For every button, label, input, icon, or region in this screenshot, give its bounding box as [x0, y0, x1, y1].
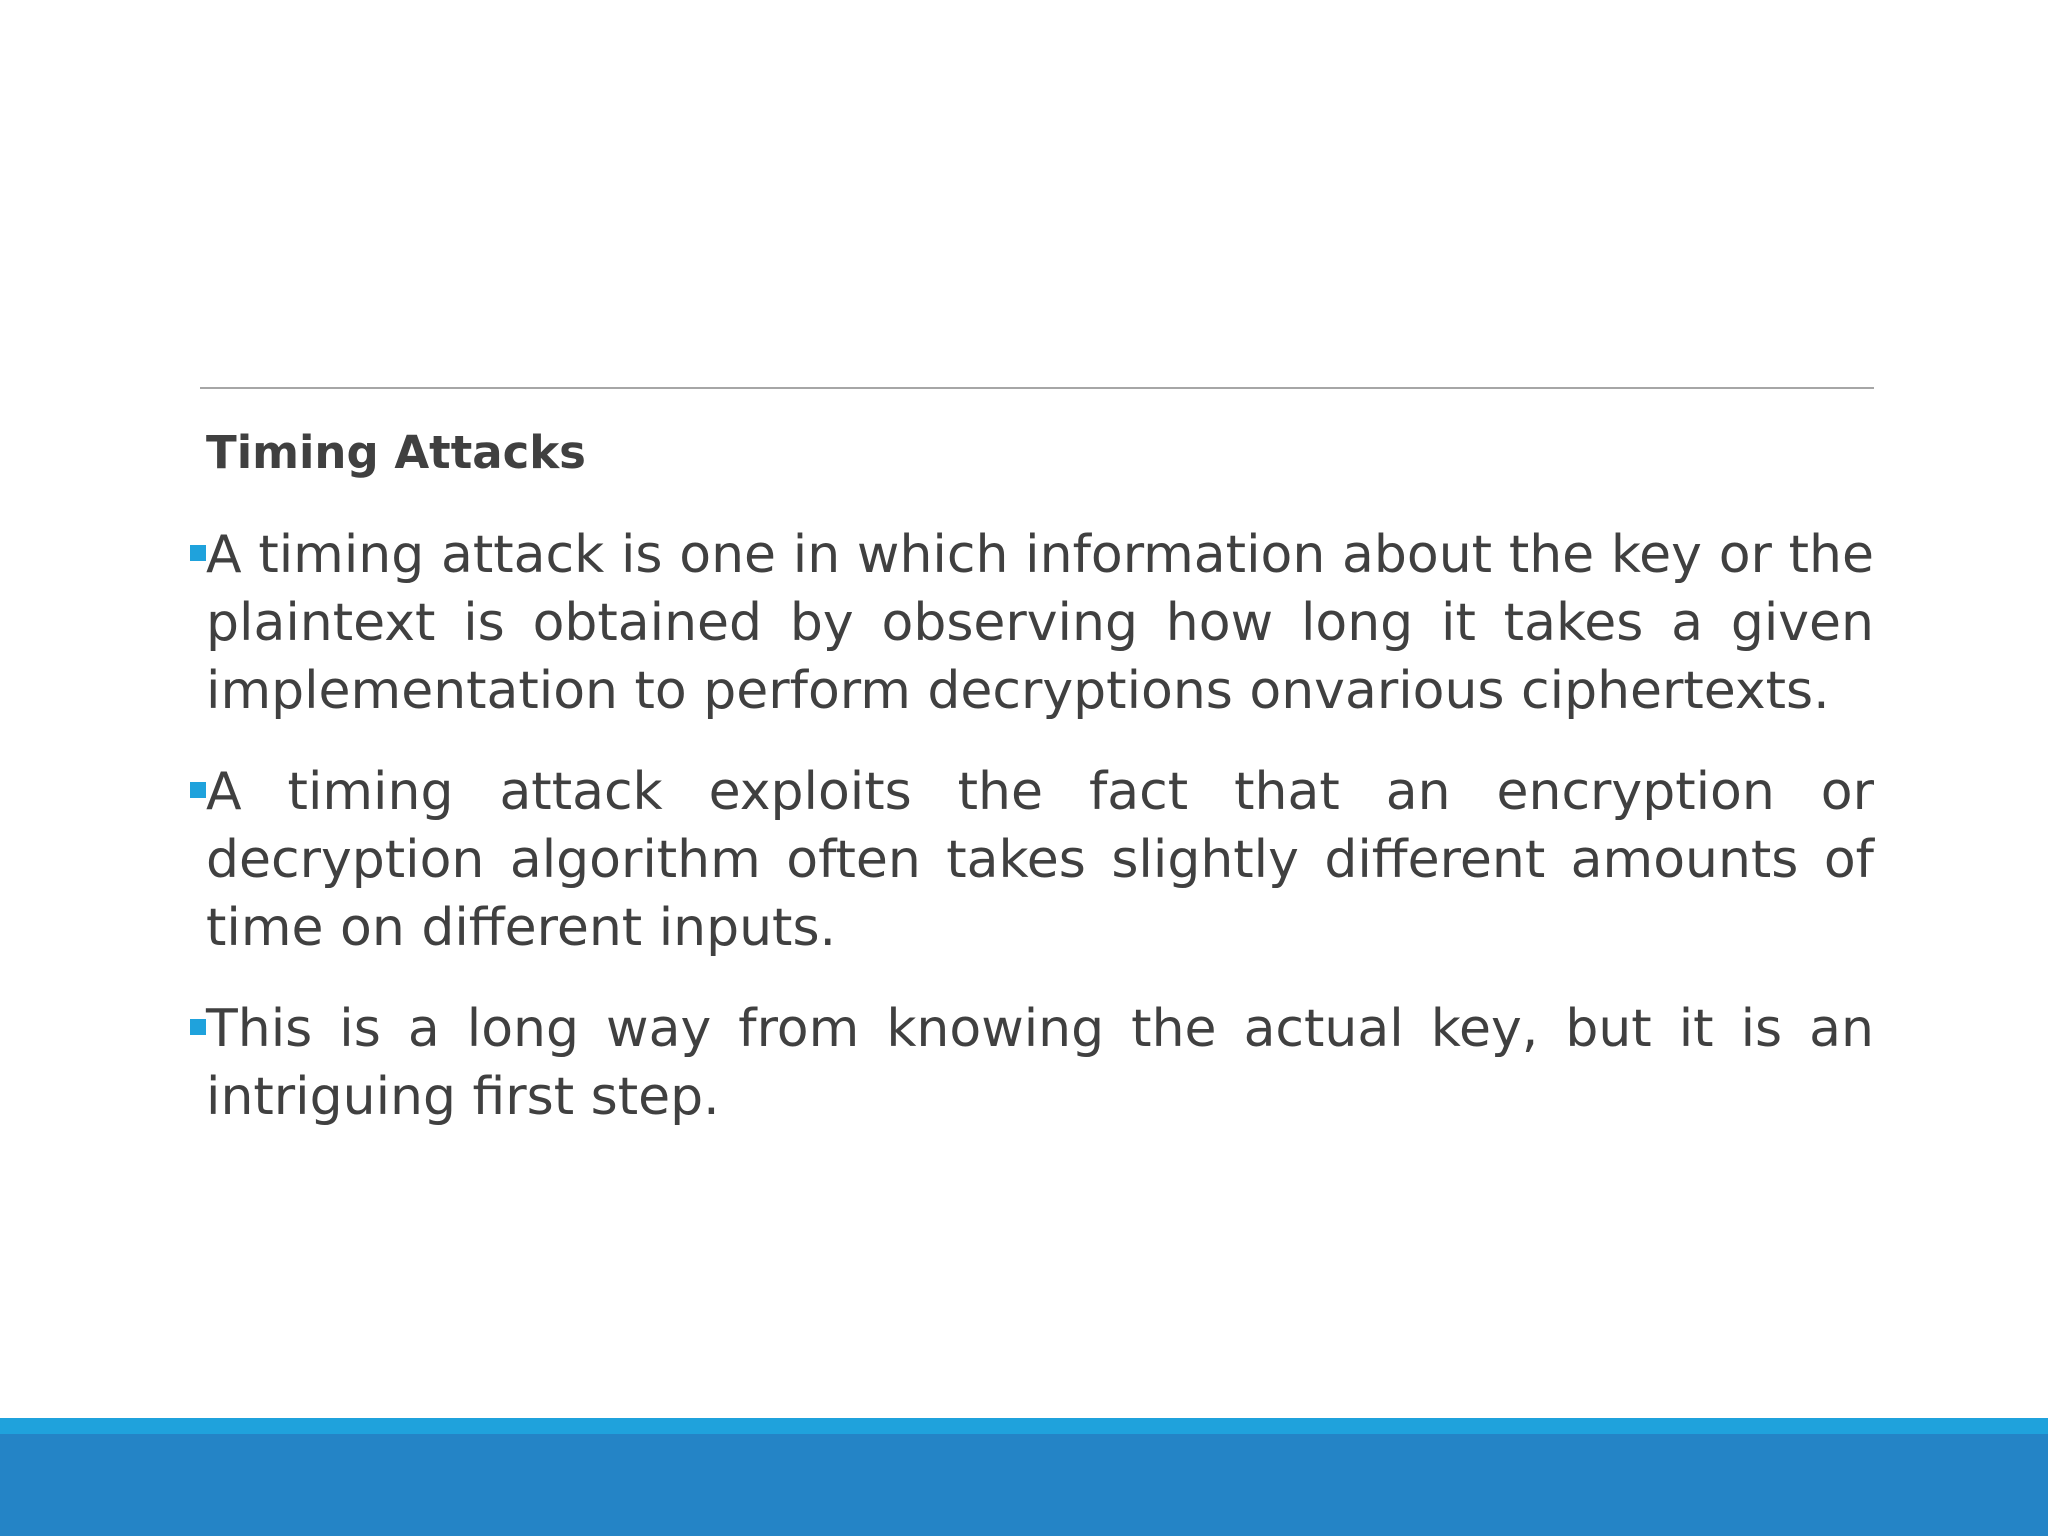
- square-bullet-icon: [190, 545, 206, 561]
- bullet-item: [190, 758, 1874, 962]
- bullet-text: A timing attack exploits the fact that an encryption or decryption algorithm often takes slightly different amounts of time on different inputs.: [206, 762, 1874, 958]
- title-divider: [200, 387, 1874, 389]
- bullet-text: A timing attack is one in which information about the key or the plaintext is obtained by observing how long it takes a given implementation to perform decryptions onvarious ciphertexts.: [206, 525, 1874, 721]
- slide-heading: Timing Attacks: [206, 426, 586, 479]
- square-bullet-icon: [190, 1019, 206, 1035]
- bullet-text: This is a long way from knowing the actual key, but it is an intriguing first step.: [206, 999, 1874, 1127]
- footer-accent-stripe: [0, 1418, 2048, 1434]
- bullet-item: [190, 995, 1874, 1131]
- square-bullet-icon: [190, 782, 206, 798]
- footer-bar: [0, 1434, 2048, 1536]
- bullet-item: [190, 521, 1874, 725]
- bullet-list: [190, 521, 1874, 1164]
